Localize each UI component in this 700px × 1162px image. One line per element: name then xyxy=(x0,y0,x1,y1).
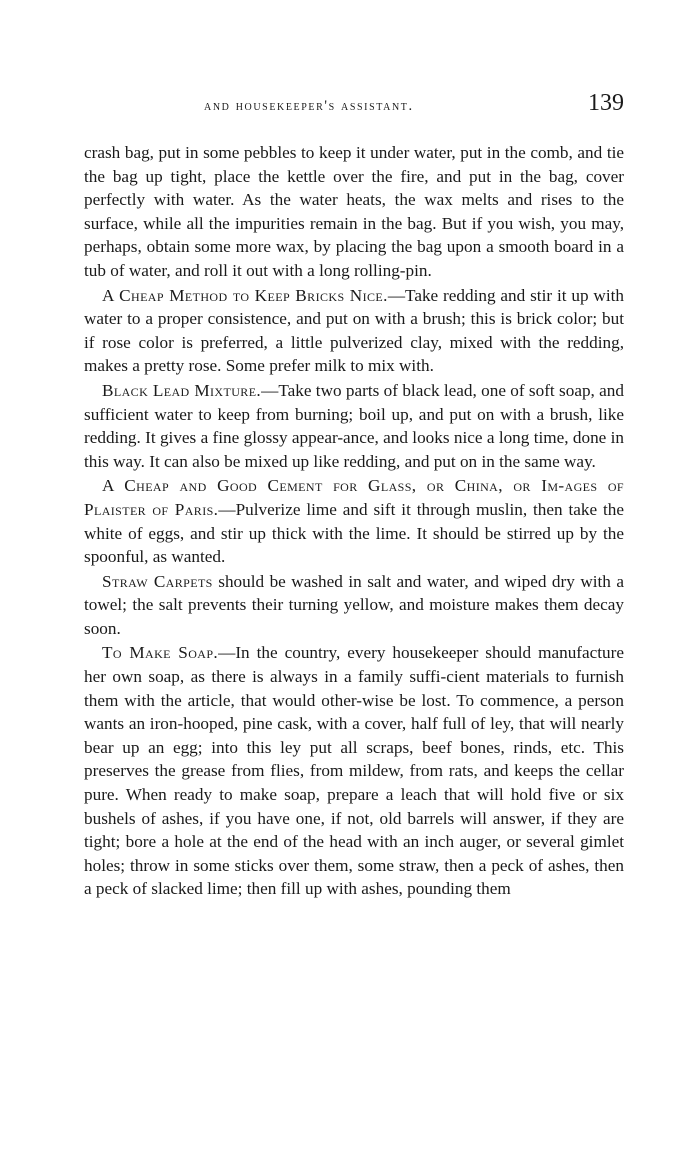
paragraph-lead: A Cheap Method to Keep Bricks Nice. xyxy=(102,285,388,305)
body-text xyxy=(84,141,624,902)
paragraph-lead: To Make Soap. xyxy=(102,643,219,663)
paragraph-straw-carpets xyxy=(84,570,624,641)
paragraph-lead: A Cheap and Good Cement for Glass, or China, or Im-ages of Plaister of Paris. xyxy=(84,476,624,519)
paragraph-wax-continuation xyxy=(84,141,624,283)
page-number: 139 xyxy=(588,90,624,116)
paragraph-lead: Black Lead Mixture. xyxy=(102,380,262,400)
paragraph-text: —Take two parts of black lead, one of soft soap, and sufficient water to keep from burning; boil up, and put on with a brush, like redding. It gives a fine glossy appear-ance, and looks nice a long time, done in this way. It can also be mixed up like redding, and put on in the same way. xyxy=(84,380,624,471)
paragraph-soap xyxy=(84,641,624,901)
paragraph-text: should be washed in salt and water, and wiped dry with a towel; the salt prevents their turning yellow, and moisture makes them decay soon. xyxy=(84,571,624,638)
paragraph-text: —In the country, every housekeeper should manufacture her own soap, as there is always in a family suffi-cient materials to furnish them with the article, that would other-wise be lost. To commence, a person wants an iron-hooped, pine cask, with a cover, half full of ley, that will nearly bear up an egg; into this ley put all scraps, beef bones, rinds, etc. This preserves the grease from flies, from mildew, from rats, and keeps the cellar pure. When ready to make soap, prepare a leach that will hold five or six bushels of ashes, if you have one, if not, old barrels will answer, if they are tight; bore a hole at the end of the head with an inch auger, or several gimlet holes; throw in some sticks over them, some straw, then a peck of ashes, then a peck of slacked lime; then fill up with ashes, pounding them xyxy=(84,643,624,899)
paragraph-text: —Take redding and stir it up with water to a proper consistence, and put on with a brush; this is brick color; but if rose color is preferred, a little pulverized clay, mixed with the redding, makes a pretty rose. Some prefer milk to mix with. xyxy=(84,285,624,376)
paragraph-text: —Pulverize lime and sift it through muslin, then take the white of eggs, and stir up thick with the lime. It should be stirred up by the spoonful, as wanted. xyxy=(84,499,624,567)
paragraph-text: crash bag, put in some pebbles to keep it under water, put in the comb, and tie the bag up tight, place the kettle over the fire, and put in the bag, cover perfectly with water. As the water heats, the wax melts and rises to the surface, while all the impurities remain in the bag. But if you wish, you may, perhaps, obtain some more wax, by placing the bag upon a smooth board in a tub of water, and roll it out with a long rolling-pin. xyxy=(84,143,624,280)
running-title: and housekeeper's assistant. xyxy=(204,98,414,114)
paragraph-cement xyxy=(84,474,624,568)
running-header xyxy=(84,90,624,122)
paragraph-black-lead xyxy=(84,379,624,473)
paragraph-bricks xyxy=(84,284,624,378)
paragraph-lead: Straw Carpets xyxy=(102,571,213,591)
